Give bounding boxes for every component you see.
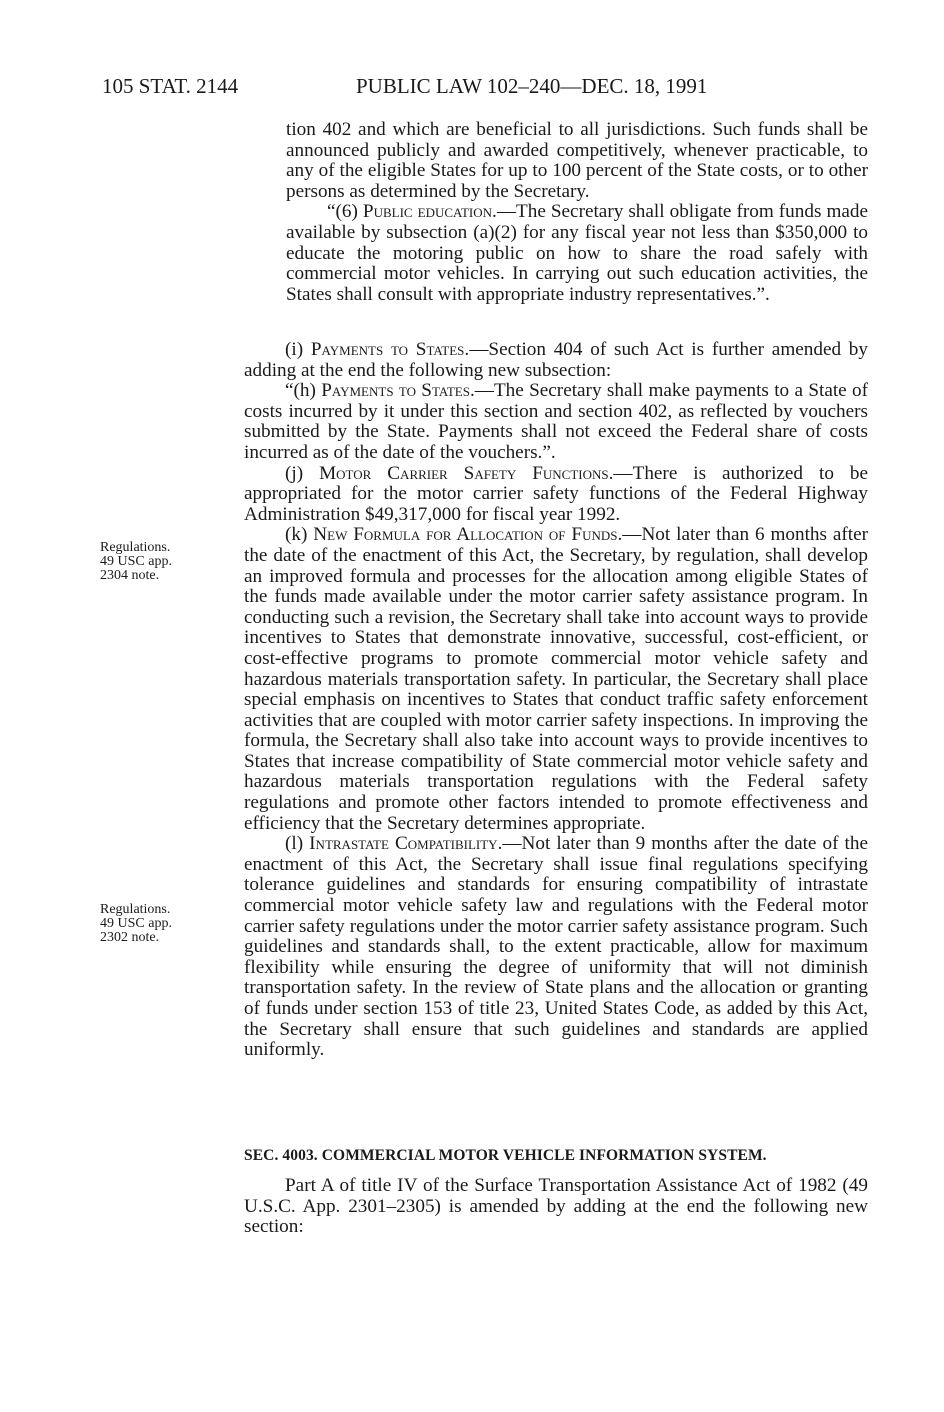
margin-note-line: Regulations. [100,540,171,555]
paragraph-h-payments: “(h) Payments to States.—The Secretary shall make payments to a State of costs incurred by it under this section and section 402, as reflected by vouchers submitted by the State. Payments shall not exceed the Federal share of costs incurred as of the date of the vouchers.”. [244,380,869,463]
margin-note-line: Regulations. [100,902,171,917]
paragraph-k-new-formula: (k) New Formula for Allocation of Funds.—Not later than 6 months after the date of the enactment of this Act, the Secretary, by regulation, shall develop an improved formula and processes for the allocation among eligible States of the funds made available under the motor carrier safety assistance program. In conducting such a revision, the Secretary shall take into account ways to provide incentives to States that demonstrate innovative, successful, cost-efficient, or cost-effective programs to promote commercial motor vehicle safety and hazardous materials transportation safety. In particular, the Secretary shall place special emphasis on incentives to States that conduct traffic safety enforcement activities that are coupled with motor carrier safety inspections. In improving the formula, the Secretary shall also take into account ways to provide incentives to States that increase compatibility of State commercial motor vehicle safety and hazardous materials transportation regulations with the Federal safety regulations and promote other factors intended to promote effectiveness and efficiency that the Secretary determines appropriate. [244,524,869,834]
paragraph-i-payments: (i) Payments to States.—Section 404 of such Act is further amended by adding at the end the following new subsection: [244,339,868,381]
page-header [102,74,872,104]
paragraph-j-motor-carrier: (j) Motor Carrier Safety Functions.—There is authorized to be appropriated for the motor carrier safety functions of the Federal Highway Administration $49,317,000 for fiscal year 1992. [244,462,868,525]
margin-note-line: 2304 note. [100,568,160,583]
paragraph-6-public-education: “(6) Public education.—The Secretary shall obligate from funds made available by subsection (a)(2) for any fiscal year not less than $350,000 to educate the motoring public on how to share the road safely with commercial motor vehicles. In carrying out such education activities, the States shall consult with appropriate industry representatives.”. [286,201,868,305]
section-4003-text [244,1176,868,1238]
main-text [244,340,868,1061]
quoted-block-continuation [286,120,868,305]
margin-note-2 [100,903,220,945]
paragraph: tion 402 and which are beneficial to all jurisdictions. Such funds shall be announced publicly and awarded competitively, whenever practicable, to any of the eligible States for up to 100 percent of the State costs, or to other persons as determined by the Secretary. [286,119,868,202]
law-title: PUBLIC LAW 102–240—DEC. 18, 1991 [356,74,708,98]
paragraph-part-a: Part A of title IV of the Surface Transportation Assistance Act of 1982 (49 U.S.C. App. 2301–2305) is amended by adding at the end the following new section: [244,1175,868,1238]
section-heading: SEC. 4003. COMMERCIAL MOTOR VEHICLE INFORMATION SYSTEM. [244,1147,767,1164]
section-4003-heading [244,1146,868,1167]
margin-note-line: 49 USC app. [100,554,172,569]
stat-citation: 105 STAT. 2144 [102,74,239,98]
paragraph-l-intrastate: (l) Intrastate Compatibility.—Not later than 9 months after the date of the enactment of this Act, the Secretary shall issue final regulations specifying tolerance guidelines and standards for ensuring compatibility of intrastate commercial motor vehicle safety law and regulations with the Federal motor carrier safety regulations under the motor carrier safety assistance program. Such guidelines and standards shall, to the extent practicable, allow for maximum flexibility while ensuring the degree of uniformity that will not diminish transportation safety. In the review of State plans and the allocation or granting of funds under section 153 of title 23, United States Code, as added by this Act, the Secretary shall ensure that such guidelines and standards are applied uniformly. [244,833,868,1061]
margin-note-line: 49 USC app. [100,916,172,931]
margin-note-1 [100,541,220,583]
margin-note-line: 2302 note. [100,930,160,945]
